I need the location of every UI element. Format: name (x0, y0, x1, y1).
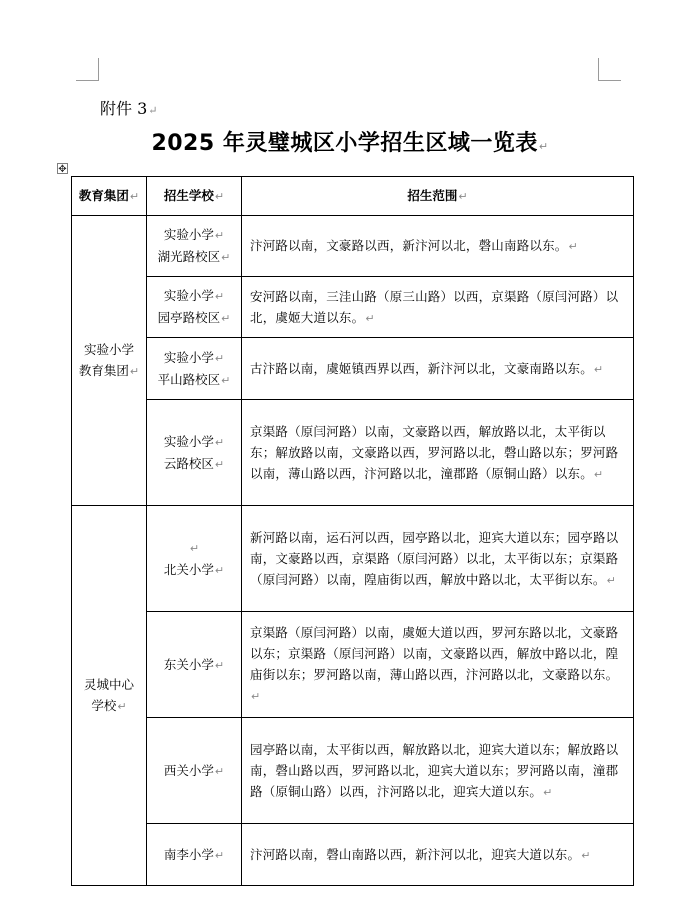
table-row (72, 612, 634, 718)
table-row (72, 718, 634, 824)
range-cell: 京渠路（原闫河路）以南，虞姬大道以西，罗河东路以北，文豪路以东；京渠路（原闫河路）以南，文豪路以西，解放中路以北，隍庙街以东；罗河路以南，薄山路以西，汴河路以北，文豪路以东。↵ (242, 612, 634, 718)
school-cell: 实验小学↵ 湖光路校区↵ (147, 216, 242, 277)
school-cell: 南李小学↵ (147, 824, 242, 886)
crop-mark-top-right (598, 58, 621, 81)
table-row (72, 338, 634, 400)
school-cell: 实验小学↵ 园亭路校区↵ (147, 277, 242, 338)
school-cell: ↵ 北关小学↵ (147, 506, 242, 612)
range-cell: 园亭路以南，太平街以西，解放路以北，迎宾大道以东；解放路以南，磬山路以西，罗河路以北，迎宾大道以东；罗河路以南，潼郡路（原铜山路）以西，汴河路以北，迎宾大道以东。↵ (242, 718, 634, 824)
range-cell: 汴河路以南，磬山南路以西，新汴河以北，迎宾大道以东。↵ (242, 824, 634, 886)
table-move-handle-icon[interactable]: ✥ (58, 164, 67, 175)
enrollment-table (71, 176, 634, 886)
attachment-label: 附件 3↵ (100, 99, 158, 118)
range-cell: 汴河路以南，文豪路以西，新汴河以北，磬山南路以东。↵ (242, 216, 634, 277)
table-row (72, 506, 634, 612)
page-title: 2025 年灵璧城区小学招生区域一览表↵ (151, 131, 549, 156)
range-cell: 新河路以南，运石河以西，园亭路以北，迎宾大道以东；园亭路以南，文豪路以西，京渠路（原闫河路）以北，太平街以东；京渠路（原闫河路）以南，隍庙街以西，解放中路以北，太平街以东。↵ (242, 506, 634, 612)
school-cell: 实验小学↵ 平山路校区↵ (147, 338, 242, 400)
table-header-row (72, 177, 634, 216)
crop-mark-top-left (76, 58, 99, 81)
range-cell: 古汴路以南，虞姬镇西界以西，新汴河以北，文豪南路以东。↵ (242, 338, 634, 400)
header-school: 招生学校↵ (147, 177, 242, 216)
school-cell: 西关小学↵ (147, 718, 242, 824)
table-row (72, 400, 634, 506)
table-row (72, 277, 634, 338)
header-range: 招生范围↵ (242, 177, 634, 216)
table-row (72, 216, 634, 277)
range-cell: 京渠路（原闫河路）以南，文豪路以西，解放路以北，太平街以东；解放路以南，文豪路以西，罗河路以北，磬山路以东；罗河路以南，薄山路以西，汴河路以北，潼郡路（原铜山路）以东。↵ (242, 400, 634, 506)
group-cell: 实验小学 教育集团↵ (72, 216, 147, 506)
header-group: 教育集团↵ (72, 177, 147, 216)
school-cell: 东关小学↵ (147, 612, 242, 718)
group-cell: 灵城中心 学校↵ (72, 506, 147, 886)
school-cell: 实验小学↵ 云路校区↵ (147, 400, 242, 506)
table-row (72, 824, 634, 886)
range-cell: 安河路以南，三洼山路（原三山路）以西，京渠路（原闫河路）以北，虞姬大道以东。↵ (242, 277, 634, 338)
